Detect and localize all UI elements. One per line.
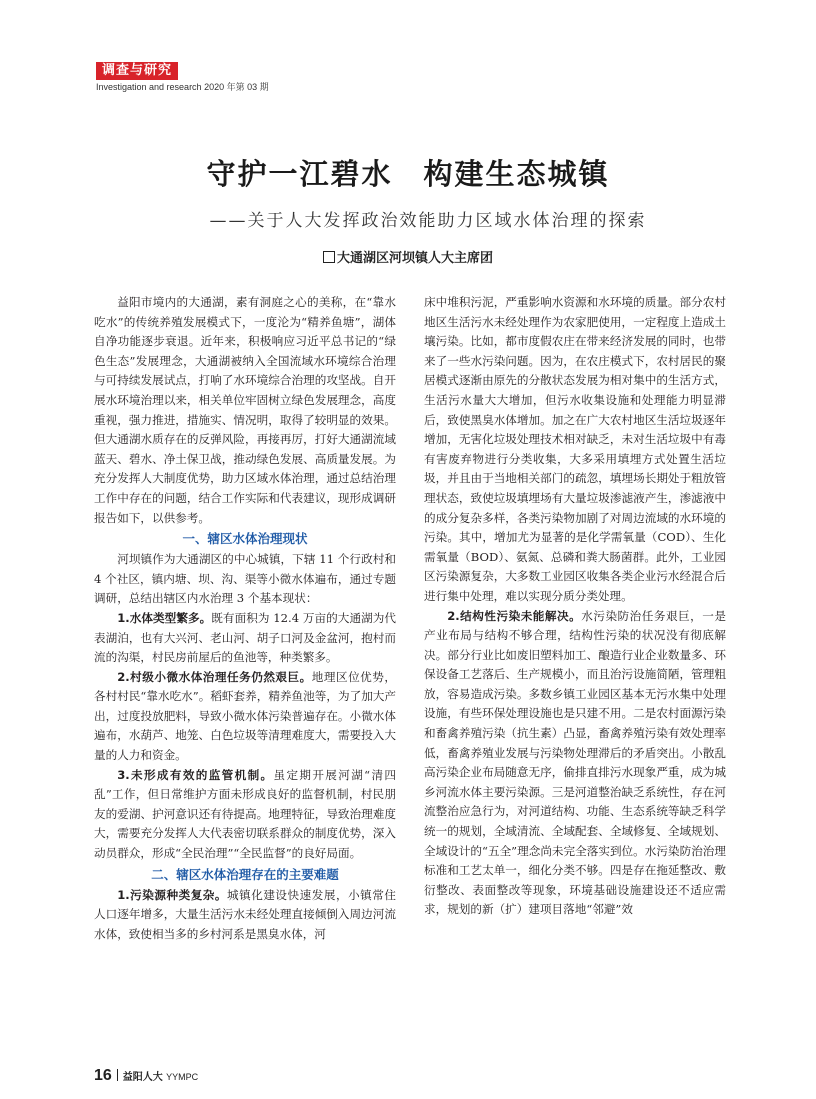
page-footer (94, 1067, 198, 1085)
square-icon (323, 251, 335, 263)
paragraph-text: 城镇化建设快速发展，小镇常住人口逐年增多，大量生活污水未经处理直接倾倒入周边河流水体，致使相当多的乡村河系是黑臭水体，河 (94, 887, 396, 941)
paragraph (424, 607, 726, 921)
article-subtitle: ——关于人大发挥政治效能助力区域水体治理的探索 (209, 211, 647, 231)
paragraph: 河坝镇作为大通湖区的中心城镇，下辖 11 个行政村和 4 个社区，镇内塘、坝、沟、渠等小微水体遍布，通过专题调研，总结出辖区内水治理 3 个基本现状： (94, 552, 396, 606)
paragraph: 床中堆积污泥，严重影响水资源和水环境的质量。部分农村地区生活污水未经处理作为农家肥使用，一定程度上造成土壤污染。比如，都市度假农庄在带来经济发展的同时，也带来了一些水污染问题。因为，在农庄模式下，农村居民的聚居模式逐渐由原先的分散状态发展为相对集中的生活方式，生活污水量大大增加，但污水收集设施和处理能力明显滞后，致使黑臭水体增加。加之在广大农村地区生活垃圾逐年增加，无害化垃圾处理技术相对缺乏，未对生活垃圾中有毒有害废弃物进行分类收集，大多采用填埋方式处置生活垃圾，并且由于当地相关部门的疏忽，填埋场长期处于粗放管理状态，致使垃圾填埋场有大量垃圾渗滤液产生，渗滤液中的成分复杂多样，各类污染物加剧了对周边流域的水环境的污染。其中，增加尤为显著的是化学需氧量（COD）、生化需氧量（BOD）、氨氮、总磷和粪大肠菌群。此外，工业园区污染源复杂，大多数工业园区收集各类企业污水经混合后进行集中处理，难以实现分质分类处理。 (424, 295, 726, 603)
paragraph-text: 虽定期开展河湖“清四乱”工作，但日常维护方面未形成良好的监督机制，村民朋友的爱湖、护河意识还有待提高。地理特征，导致治理难度大，需要充分发挥人大代表密切联系群众的制度优势，深入动员群众，形成“全民治理”“全民监督”的良好局面。 (94, 767, 396, 861)
paragraph-text: 水污染防治任务艰巨，一是产业布局与结构不够合理，结构性污染的状况没有彻底解决。部分行业比如废旧塑料加工、酿造行业企业数量多、环保设备工艺落后、生产规模小，而且治污设施简陋，管理粗放，容易造成污染。多数乡镇工业园区基本无污水集中处理设施，有些环保处理设施也是只建不用。二是农村面源污染和畜禽养殖污染（抗生素）凸显，畜禽养殖污染有效处理率低，畜禽养殖业发展与污染物处理滞后的矛盾突出。小散乱高污染企业布局随意无序，偷排直排污水现象严重，成为城乡河流水体主要污染源。三是河道整治缺乏系统性，存在河流整治应急行为，对河道结构、功能、生态系统等缺乏科学统一的规划，全域清流、全域配套、全域修复、全域规划、全域设计的“五全”理念尚未完全落实到位。水污染防治治理标准和工艺太单一，细化分类不够。四是存在拖延整改、敷衍整改、表面整改等现象，环境基础设施建设还不适应需求，规划的新（扩）建项目落地“邻避”效 (424, 608, 726, 917)
paragraph (94, 766, 396, 864)
author-byline (0, 247, 816, 266)
section-heading: 二、辖区水体治理存在的主要难题 (151, 866, 339, 882)
right-column (424, 293, 726, 920)
divider (117, 1069, 118, 1081)
paragraph-lead: 2.村级小微水体治理任务仍然艰巨。 (117, 669, 312, 684)
paragraph (94, 609, 396, 668)
author-name: 大通湖区河坝镇人大主席团 (336, 251, 493, 266)
paragraph-lead: 1.水体类型繁多。 (117, 610, 212, 625)
paragraph (94, 668, 396, 766)
paragraph-lead: 3.未形成有效的监管机制。 (117, 767, 274, 782)
paragraph-lead: 2.结构性污染未能解决。 (447, 608, 582, 623)
paragraph-text: 地理区位优势，各村村民“靠水吃水”。稻虾套养，精养鱼池等，为了加大产出，过度投放肥料，导致小微水体污染普遍存在。小微水体遍布，水葫芦、地笼、白色垃圾等清理难度大，需要投入大量的人力和资金。 (94, 669, 396, 763)
section-heading: 一、辖区水体治理现状 (182, 531, 308, 547)
section-tag: 调查与研究 (96, 62, 178, 80)
issue-info: Investigation and research 2020 年第 03 期 (96, 82, 269, 92)
page-number: 16 (94, 1067, 112, 1084)
magazine-code: YYMPC (166, 1072, 199, 1082)
paragraph (94, 886, 396, 945)
paragraph-lead: 1.污染源种类复杂。 (117, 887, 228, 902)
paragraph-text: 既有面积为 12.4 万亩的大通湖为代表湖泊，也有大兴河、老山河、胡子口河及金盆河，抱村而流的沟渠，村民房前屋后的鱼池等，种类繁多。 (94, 610, 396, 665)
left-column (94, 293, 396, 944)
paragraph: 益阳市境内的大通湖，素有洞庭之心的美称，在“靠水吃水”的传统养殖发展模式下，一度沦为“精养鱼塘”，湖体自净功能逐步衰退。近年来，积极响应习近平总书记的“绿色生态”发展理念，大通湖被纳入全国流域水环境综合治理与可持续发展试点，打响了水环境综合治理的攻坚战。自开展水环境治理以来，相关单位牢固树立绿色发展理念，高度重视，强力推进，措施实、情况明，取得了较明显的效果。但大通湖水质存在的反弹风险，再接再厉，打好大通湖流域蓝天、碧水、净土保卫战，推动绿色发展、高质量发展。为充分发挥人大制度优势，助力区域水体治理，通过总结治理工作中存在的问题，结合工作实际和代表建议，现形成调研报告如下，以供参考。 (94, 295, 396, 525)
magazine-name: 益阳人大 (122, 1072, 163, 1083)
article-title: 守护一江碧水 构建生态城镇 (206, 157, 610, 191)
